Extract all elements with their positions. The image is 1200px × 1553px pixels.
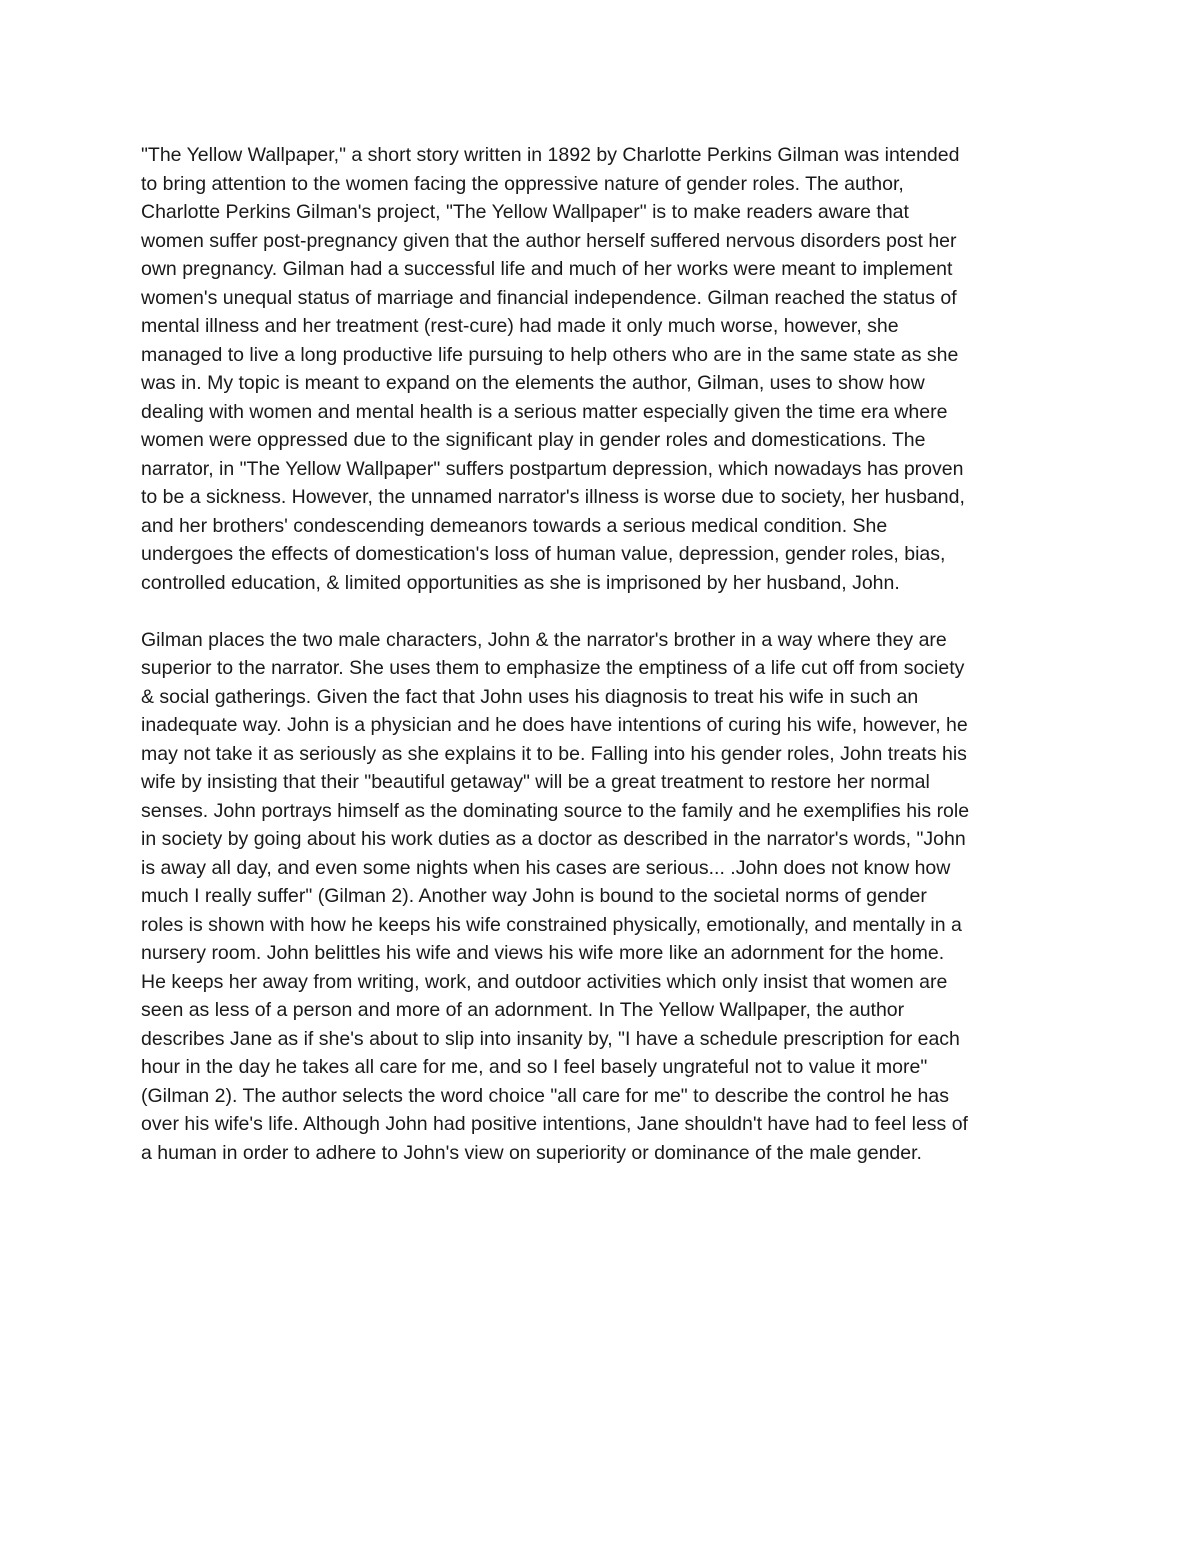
- text-line: seen as less of a person and more of an adornment. In The Yellow Wallpaper, the author: [141, 999, 905, 1021]
- text-line: senses. John portrays himself as the dominating source to the family and he exemplifies his role: [141, 799, 970, 822]
- text-line: roles is shown with how he keeps his wife constrained physically, emotionally, and mentally in a: [141, 913, 962, 936]
- text-line: inadequate way. John is a physician and he does have intentions of curing his wife, however, he: [141, 714, 968, 736]
- text-line: to bring attention to the women facing the oppressive nature of gender roles. The author,: [141, 172, 904, 195]
- text-line: may not take it as seriously as she explains it to be. Falling into his gender roles, John treats his: [141, 742, 967, 765]
- text-line: to be a sickness. However, the unnamed narrator's illness is worse due to society, her husband,: [141, 486, 965, 508]
- text-line: undergoes the effects of domestication's loss of human value, depression, gender roles, bias,: [141, 543, 946, 565]
- text-line: own pregnancy. Gilman had a successful life and much of her works were meant to implement: [141, 258, 953, 280]
- text-line: Charlotte Perkins Gilman's project, "The Yellow Wallpaper" is to make readers aware that: [141, 201, 909, 223]
- text-line: narrator, in "The Yellow Wallpaper" suffers postpartum depression, which nowadays has proven: [141, 457, 964, 480]
- text-line: was in. My topic is meant to expand on the elements the author, Gilman, uses to show how: [141, 372, 925, 394]
- text-line: controlled education, & limited opportunities as she is imprisoned by her husband, John.: [141, 571, 900, 594]
- text-line: over his wife's life. Although John had positive intentions, Jane shouldn't have had to feel less of: [141, 1113, 968, 1135]
- text-line: "The Yellow Wallpaper," a short story written in 1892 by Charlotte Perkins Gilman was intended: [141, 144, 960, 166]
- text-line: women's unequal status of marriage and financial independence. Gilman reached the status of: [141, 286, 957, 309]
- text-line: women were oppressed due to the significant play in gender roles and domestications. The: [141, 429, 926, 451]
- text-line: dealing with women and mental health is a serious matter especially given the time era where: [141, 400, 948, 423]
- paragraph-gap: [141, 597, 1071, 626]
- text-line: women suffer post-pregnancy given that the author herself suffered nervous disorders post her: [141, 229, 957, 252]
- text-line: wife by insisting that their "beautiful getaway" will be a great treatment to restore her normal: [141, 771, 930, 793]
- text-line: managed to live a long productive life pursuing to help others who are in the same state as she: [141, 343, 959, 366]
- text-line: is away all day, and even some nights when his cases are serious... .John does not know how: [141, 856, 951, 879]
- text-line: nursery room. John belittles his wife and views his wife more like an adornment for the home.: [141, 942, 945, 964]
- text-line: and her brothers' condescending demeanors towards a serious medical condition. She: [141, 514, 888, 537]
- paragraph-1: [141, 141, 1071, 597]
- paragraph-2: [141, 626, 1071, 1168]
- text-line: a human in order to adhere to John's view on superiority or dominance of the male gender.: [141, 1141, 922, 1164]
- text-line: Gilman places the two male characters, John & the narrator's brother in a way where they are: [141, 628, 947, 651]
- text-line: in society by going about his work duties as a doctor as described in the narrator's words, "John: [141, 828, 966, 850]
- essay-body: [141, 141, 1071, 1167]
- text-line: mental illness and her treatment (rest-cure) had made it only much worse, however, she: [141, 315, 899, 337]
- text-line: much I really suffer" (Gilman 2). Another way John is bound to the societal norms of gender: [141, 885, 927, 907]
- text-line: hour in the day he takes all care for me, and so I feel basely ungrateful not to value it more": [141, 1056, 928, 1078]
- text-line: (Gilman 2). The author selects the word choice "all care for me" to describe the control he has: [141, 1084, 949, 1107]
- text-line: He keeps her away from writing, work, and outdoor activities which only insist that women are: [141, 970, 948, 993]
- text-line: describes Jane as if she's about to slip into insanity by, "I have a schedule prescription for each: [141, 1027, 960, 1050]
- text-line: superior to the narrator. She uses them to emphasize the emptiness of a life cut off from society: [141, 657, 965, 679]
- text-line: & social gatherings. Given the fact that John uses his diagnosis to treat his wife in such an: [141, 685, 919, 708]
